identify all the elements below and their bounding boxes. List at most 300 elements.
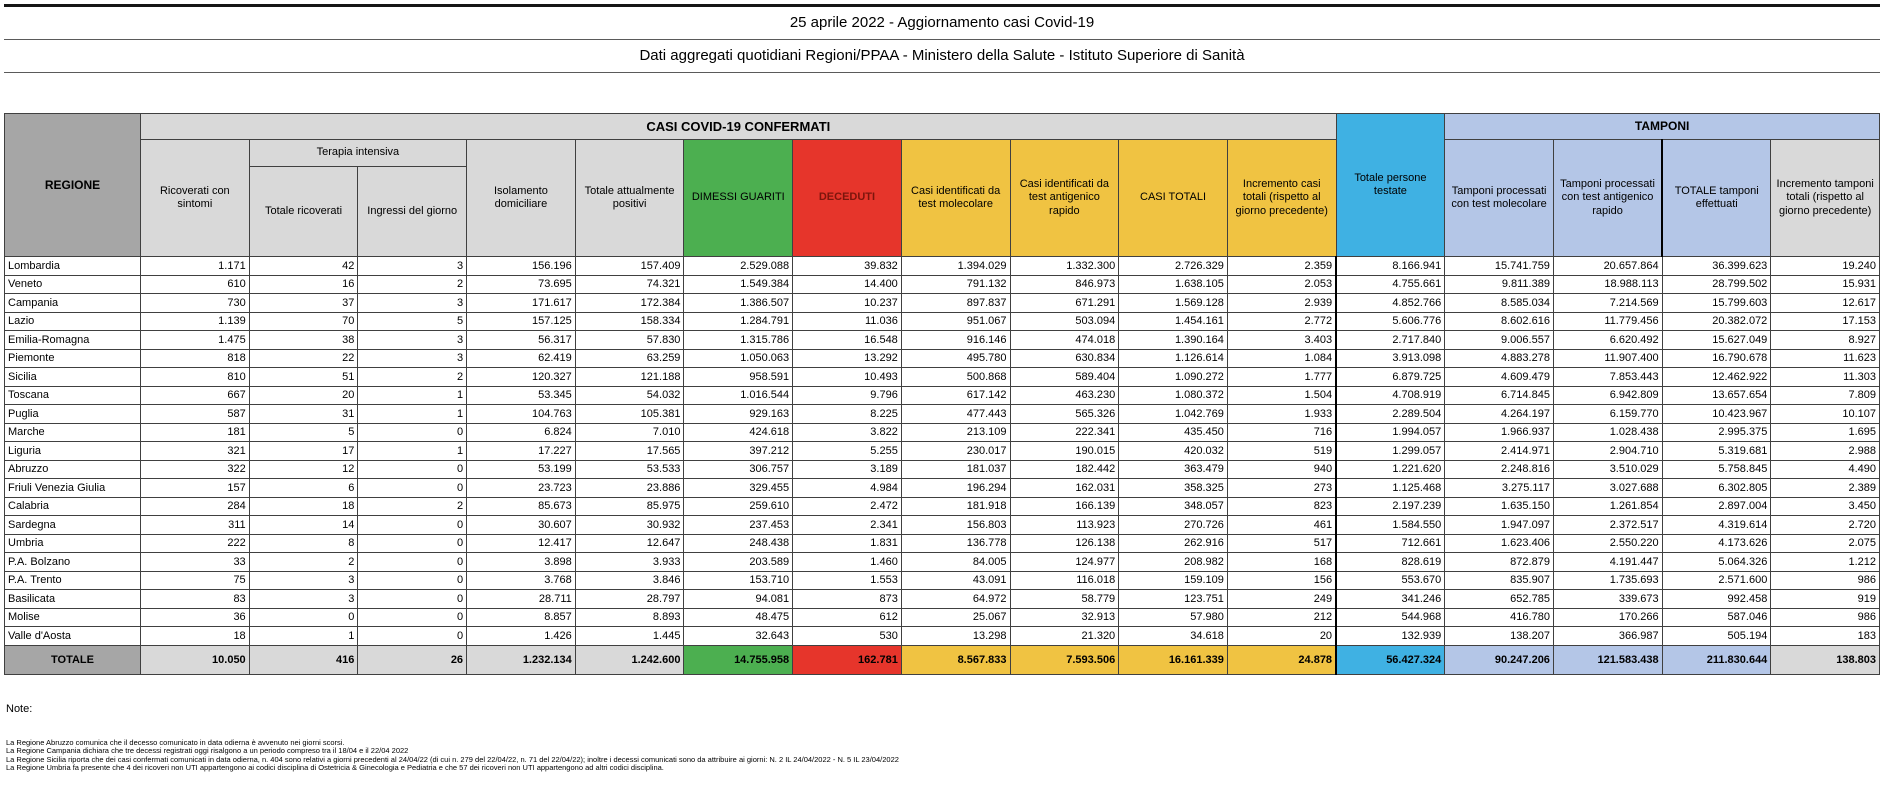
value-cell: 2 <box>358 368 467 387</box>
value-cell: 1.831 <box>793 534 902 553</box>
region-name: Basilicata <box>5 590 141 609</box>
value-cell: 519 <box>1227 442 1336 461</box>
table-row <box>5 368 1880 387</box>
value-cell: 39.832 <box>793 257 902 276</box>
value-cell: 8 <box>249 534 358 553</box>
value-cell: 1.460 <box>793 553 902 572</box>
value-cell: 3 <box>358 294 467 313</box>
value-cell: 435.450 <box>1119 423 1228 442</box>
value-cell: 1.695 <box>1771 423 1880 442</box>
value-cell: 171.617 <box>467 294 576 313</box>
value-cell: 166.139 <box>1010 497 1119 516</box>
value-cell: 311 <box>141 516 250 535</box>
value-cell: 5.758.845 <box>1662 460 1771 479</box>
value-cell: 3.822 <box>793 423 902 442</box>
value-cell: 958.591 <box>684 368 793 387</box>
region-name: Veneto <box>5 275 141 294</box>
table-row <box>5 497 1880 516</box>
value-cell: 671.291 <box>1010 294 1119 313</box>
value-cell: 652.785 <box>1445 590 1554 609</box>
value-cell: 329.455 <box>684 479 793 498</box>
value-cell: 1.504 <box>1227 386 1336 405</box>
value-cell: 2.372.517 <box>1553 516 1662 535</box>
value-cell: 17.565 <box>575 442 684 461</box>
value-cell: 348.057 <box>1119 497 1228 516</box>
value-cell: 70 <box>249 312 358 331</box>
value-cell: 1.261.854 <box>1553 497 1662 516</box>
value-cell: 0 <box>249 608 358 627</box>
column-header-isolamento-domiciliare: Isolamento domiciliare <box>467 140 576 257</box>
value-cell: 4.755.661 <box>1336 275 1445 294</box>
group-header-terapia-intensiva: Terapia intensiva <box>249 140 466 167</box>
value-cell: 4.490 <box>1771 460 1880 479</box>
value-cell: 19.240 <box>1771 257 1880 276</box>
value-cell: 2.772 <box>1227 312 1336 331</box>
value-cell: 1.042.769 <box>1119 405 1228 424</box>
value-cell: 73.695 <box>467 275 576 294</box>
value-cell: 1 <box>358 386 467 405</box>
value-cell: 617.142 <box>901 386 1010 405</box>
value-cell: 16 <box>249 275 358 294</box>
value-cell: 2.726.329 <box>1119 257 1228 276</box>
column-header-tamponi-antigenico: Tamponi processati con test antigenico rapido <box>1553 140 1662 257</box>
value-cell: 823 <box>1227 497 1336 516</box>
value-cell: 420.032 <box>1119 442 1228 461</box>
total-label: TOTALE <box>5 645 141 674</box>
value-cell: 0 <box>358 534 467 553</box>
value-cell: 828.619 <box>1336 553 1445 572</box>
value-cell: 3.403 <box>1227 331 1336 350</box>
value-cell: 196.294 <box>901 479 1010 498</box>
value-cell: 53.199 <box>467 460 576 479</box>
column-header-ti-ingressi-giorno: Ingressi del giorno <box>358 167 467 257</box>
column-header-casi-totali: CASI TOTALI <box>1119 140 1228 257</box>
value-cell: 1.212 <box>1771 553 1880 572</box>
value-cell: 172.384 <box>575 294 684 313</box>
column-header-ricoverati-con-sintomi: Ricoverati con sintomi <box>141 140 250 257</box>
value-cell: 1 <box>249 627 358 646</box>
table-row <box>5 516 1880 535</box>
value-cell: 181.918 <box>901 497 1010 516</box>
value-cell: 156.196 <box>467 257 576 276</box>
value-cell: 630.834 <box>1010 349 1119 368</box>
group-header-tamponi: TAMPONI <box>1445 114 1880 140</box>
value-cell: 75 <box>141 571 250 590</box>
value-cell: 12.617 <box>1771 294 1880 313</box>
value-cell: 4.984 <box>793 479 902 498</box>
value-cell: 6.942.809 <box>1553 386 1662 405</box>
table-row <box>5 534 1880 553</box>
value-cell: 21.320 <box>1010 627 1119 646</box>
value-cell: 339.673 <box>1553 590 1662 609</box>
value-cell: 58.779 <box>1010 590 1119 609</box>
value-cell: 85.975 <box>575 497 684 516</box>
value-cell: 3.027.688 <box>1553 479 1662 498</box>
value-cell: 2.988 <box>1771 442 1880 461</box>
value-cell: 2 <box>249 553 358 572</box>
value-cell: 162.031 <box>1010 479 1119 498</box>
value-cell: 1.553 <box>793 571 902 590</box>
value-cell: 1.080.372 <box>1119 386 1228 405</box>
table-row <box>5 312 1880 331</box>
value-cell: 2.571.600 <box>1662 571 1771 590</box>
value-cell: 610 <box>141 275 250 294</box>
value-cell: 30.607 <box>467 516 576 535</box>
value-cell: 6.620.492 <box>1553 331 1662 350</box>
value-cell: 53.533 <box>575 460 684 479</box>
value-cell: 929.163 <box>684 405 793 424</box>
total-tamponi-antigenico: 121.583.438 <box>1553 645 1662 674</box>
value-cell: 1.390.164 <box>1119 331 1228 350</box>
total-ricoverati: 10.050 <box>141 645 250 674</box>
region-name: Molise <box>5 608 141 627</box>
region-name: Emilia-Romagna <box>5 331 141 350</box>
column-header-persone-testate: Totale persone testate <box>1336 114 1445 257</box>
region-name: Piemonte <box>5 349 141 368</box>
value-cell: 1.221.620 <box>1336 460 1445 479</box>
value-cell: 3.913.098 <box>1336 349 1445 368</box>
value-cell: 1.050.063 <box>684 349 793 368</box>
value-cell: 10.237 <box>793 294 902 313</box>
table-row <box>5 627 1880 646</box>
value-cell: 259.610 <box>684 497 793 516</box>
value-cell: 363.479 <box>1119 460 1228 479</box>
value-cell: 940 <box>1227 460 1336 479</box>
value-cell: 20 <box>1227 627 1336 646</box>
value-cell: 589.404 <box>1010 368 1119 387</box>
value-cell: 6.879.725 <box>1336 368 1445 387</box>
total-totale-tamponi: 211.830.644 <box>1662 645 1771 674</box>
table-row <box>5 479 1880 498</box>
notes-lines <box>6 739 1884 773</box>
region-name: Campania <box>5 294 141 313</box>
value-cell: 17.153 <box>1771 312 1880 331</box>
group-header-casi-confermati: CASI COVID-19 CONFERMATI <box>141 114 1337 140</box>
total-incremento-tamponi: 138.803 <box>1771 645 1880 674</box>
value-cell: 262.916 <box>1119 534 1228 553</box>
value-cell: 6.302.805 <box>1662 479 1771 498</box>
value-cell: 505.194 <box>1662 627 1771 646</box>
value-cell: 4.264.197 <box>1445 405 1554 424</box>
value-cell: 544.968 <box>1336 608 1445 627</box>
value-cell: 1.966.937 <box>1445 423 1554 442</box>
value-cell: 8.225 <box>793 405 902 424</box>
value-cell: 358.325 <box>1119 479 1228 498</box>
value-cell: 1.638.105 <box>1119 275 1228 294</box>
value-cell: 587.046 <box>1662 608 1771 627</box>
value-cell: 587 <box>141 405 250 424</box>
value-cell: 10.107 <box>1771 405 1880 424</box>
value-cell: 7.010 <box>575 423 684 442</box>
value-cell: 11.779.456 <box>1553 312 1662 331</box>
value-cell: 53.345 <box>467 386 576 405</box>
value-cell: 16.790.678 <box>1662 349 1771 368</box>
value-cell: 33 <box>141 553 250 572</box>
table-header <box>5 114 1880 257</box>
value-cell: 397.212 <box>684 442 793 461</box>
value-cell: 43.091 <box>901 571 1010 590</box>
column-header-incremento-tamponi: Incremento tamponi totali (rispetto al giorno precedente) <box>1771 140 1880 257</box>
value-cell: 872.879 <box>1445 553 1554 572</box>
value-cell: 2.472 <box>793 497 902 516</box>
value-cell: 1.126.614 <box>1119 349 1228 368</box>
value-cell: 3.846 <box>575 571 684 590</box>
value-cell: 168 <box>1227 553 1336 572</box>
total-deceduti: 162.781 <box>793 645 902 674</box>
value-cell: 18 <box>141 627 250 646</box>
column-header-casi-test-antigenico: Casi identificati da test antigenico rapido <box>1010 140 1119 257</box>
table-row <box>5 590 1880 609</box>
value-cell: 716 <box>1227 423 1336 442</box>
value-cell: 62.419 <box>467 349 576 368</box>
value-cell: 3.933 <box>575 553 684 572</box>
value-cell: 10.493 <box>793 368 902 387</box>
note-line: La Regione Campania dichiara che tre decessi registrati oggi risalgono a un periodo compreso tra il 18/04 e il 22/04 2022 <box>6 746 409 756</box>
value-cell: 986 <box>1771 571 1880 590</box>
value-cell: 416.780 <box>1445 608 1554 627</box>
value-cell: 190.015 <box>1010 442 1119 461</box>
value-cell: 13.657.654 <box>1662 386 1771 405</box>
value-cell: 8.927 <box>1771 331 1880 350</box>
value-cell: 1.315.786 <box>684 331 793 350</box>
value-cell: 57.980 <box>1119 608 1228 627</box>
region-name: P.A. Bolzano <box>5 553 141 572</box>
value-cell: 249 <box>1227 590 1336 609</box>
value-cell: 23.723 <box>467 479 576 498</box>
value-cell: 32.643 <box>684 627 793 646</box>
value-cell: 818 <box>141 349 250 368</box>
value-cell: 1.090.272 <box>1119 368 1228 387</box>
value-cell: 2.197.239 <box>1336 497 1445 516</box>
value-cell: 14.400 <box>793 275 902 294</box>
total-ti-ricoverati: 416 <box>249 645 358 674</box>
value-cell: 113.923 <box>1010 516 1119 535</box>
value-cell: 3.450 <box>1771 497 1880 516</box>
value-cell: 5.319.681 <box>1662 442 1771 461</box>
value-cell: 322 <box>141 460 250 479</box>
table-row <box>5 571 1880 590</box>
value-cell: 20.657.864 <box>1553 257 1662 276</box>
total-casi-molecolare: 8.567.833 <box>901 645 1010 674</box>
value-cell: 2.053 <box>1227 275 1336 294</box>
value-cell: 42 <box>249 257 358 276</box>
value-cell: 3.898 <box>467 553 576 572</box>
value-cell: 366.987 <box>1553 627 1662 646</box>
value-cell: 992.458 <box>1662 590 1771 609</box>
value-cell: 2.939 <box>1227 294 1336 313</box>
value-cell: 612 <box>793 608 902 627</box>
column-header-tamponi-molecolare: Tamponi processati con test molecolare <box>1445 140 1554 257</box>
value-cell: 5 <box>249 423 358 442</box>
value-cell: 1.475 <box>141 331 250 350</box>
value-cell: 123.751 <box>1119 590 1228 609</box>
column-header-incremento-casi: Incremento casi totali (rispetto al giorno precedente) <box>1227 140 1336 257</box>
value-cell: 158.334 <box>575 312 684 331</box>
value-cell: 4.883.278 <box>1445 349 1554 368</box>
table-row <box>5 423 1880 442</box>
value-cell: 48.475 <box>684 608 793 627</box>
table-row <box>5 349 1880 368</box>
value-cell: 94.081 <box>684 590 793 609</box>
value-cell: 1.139 <box>141 312 250 331</box>
value-cell: 159.109 <box>1119 571 1228 590</box>
total-persone-testate: 56.427.324 <box>1336 645 1445 674</box>
value-cell: 51 <box>249 368 358 387</box>
value-cell: 83 <box>141 590 250 609</box>
value-cell: 0 <box>358 479 467 498</box>
value-cell: 424.618 <box>684 423 793 442</box>
value-cell: 2.075 <box>1771 534 1880 553</box>
value-cell: 4.319.614 <box>1662 516 1771 535</box>
value-cell: 0 <box>358 590 467 609</box>
value-cell: 1.299.057 <box>1336 442 1445 461</box>
value-cell: 63.259 <box>575 349 684 368</box>
covid-data-table <box>4 113 1880 675</box>
value-cell: 15.931 <box>1771 275 1880 294</box>
value-cell: 36 <box>141 608 250 627</box>
value-cell: 15.627.049 <box>1662 331 1771 350</box>
value-cell: 74.321 <box>575 275 684 294</box>
value-cell: 153.710 <box>684 571 793 590</box>
value-cell: 38 <box>249 331 358 350</box>
table-row <box>5 608 1880 627</box>
region-name: Sardegna <box>5 516 141 535</box>
note-line: La Regione Abruzzo comunica che il decesso comunicato in data odierna è avvenuto nei giorni scorsi. <box>6 737 345 747</box>
value-cell: 11.907.400 <box>1553 349 1662 368</box>
value-cell: 1.635.150 <box>1445 497 1554 516</box>
value-cell: 474.018 <box>1010 331 1119 350</box>
value-cell: 2.720 <box>1771 516 1880 535</box>
total-isolamento: 1.232.134 <box>467 645 576 674</box>
value-cell: 270.726 <box>1119 516 1228 535</box>
region-name: Friuli Venezia Giulia <box>5 479 141 498</box>
value-cell: 212 <box>1227 608 1336 627</box>
value-cell: 25.067 <box>901 608 1010 627</box>
value-cell: 6.714.845 <box>1445 386 1554 405</box>
value-cell: 341.246 <box>1336 590 1445 609</box>
value-cell: 18 <box>249 497 358 516</box>
total-casi-totali: 16.161.339 <box>1119 645 1228 674</box>
value-cell: 54.032 <box>575 386 684 405</box>
value-cell: 730 <box>141 294 250 313</box>
value-cell: 7.214.569 <box>1553 294 1662 313</box>
value-cell: 57.830 <box>575 331 684 350</box>
value-cell: 1.445 <box>575 627 684 646</box>
value-cell: 0 <box>358 553 467 572</box>
value-cell: 17 <box>249 442 358 461</box>
value-cell: 2.529.088 <box>684 257 793 276</box>
region-name: Valle d'Aosta <box>5 627 141 646</box>
region-name: Lazio <box>5 312 141 331</box>
value-cell: 1.777 <box>1227 368 1336 387</box>
column-header-totale-tamponi: TOTALE tamponi effettuati <box>1662 140 1771 257</box>
value-cell: 1.933 <box>1227 405 1336 424</box>
value-cell: 2 <box>358 497 467 516</box>
table-body <box>5 257 1880 646</box>
column-header-regione: REGIONE <box>5 114 141 257</box>
value-cell: 2.995.375 <box>1662 423 1771 442</box>
value-cell: 1.084 <box>1227 349 1336 368</box>
value-cell: 248.438 <box>684 534 793 553</box>
total-ti-ingressi: 26 <box>358 645 467 674</box>
value-cell: 1.125.468 <box>1336 479 1445 498</box>
value-cell: 5.255 <box>793 442 902 461</box>
value-cell: 1 <box>358 442 467 461</box>
value-cell: 203.589 <box>684 553 793 572</box>
value-cell: 12.647 <box>575 534 684 553</box>
value-cell: 5.064.326 <box>1662 553 1771 572</box>
value-cell: 1.623.406 <box>1445 534 1554 553</box>
value-cell: 213.109 <box>901 423 1010 442</box>
value-cell: 530 <box>793 627 902 646</box>
value-cell: 121.188 <box>575 368 684 387</box>
value-cell: 10.423.967 <box>1662 405 1771 424</box>
value-cell: 30.932 <box>575 516 684 535</box>
value-cell: 565.326 <box>1010 405 1119 424</box>
value-cell: 1.994.057 <box>1336 423 1445 442</box>
total-dimessi-guariti: 14.755.958 <box>684 645 793 674</box>
value-cell: 0 <box>358 571 467 590</box>
value-cell: 306.757 <box>684 460 793 479</box>
value-cell: 120.327 <box>467 368 576 387</box>
value-cell: 986 <box>1771 608 1880 627</box>
value-cell: 2.289.504 <box>1336 405 1445 424</box>
value-cell: 500.868 <box>901 368 1010 387</box>
region-name: Lombardia <box>5 257 141 276</box>
table-row <box>5 460 1880 479</box>
value-cell: 2.341 <box>793 516 902 535</box>
region-name: Sicilia <box>5 368 141 387</box>
total-casi-antigenico: 7.593.506 <box>1010 645 1119 674</box>
value-cell: 873 <box>793 590 902 609</box>
value-cell: 667 <box>141 386 250 405</box>
title-block <box>4 4 1880 73</box>
value-cell: 13.292 <box>793 349 902 368</box>
notes-title: Note: <box>6 702 33 715</box>
column-header-ti-totale-ricoverati: Totale ricoverati <box>249 167 358 257</box>
column-header-deceduti: DECEDUTI <box>793 140 902 257</box>
region-name: Liguria <box>5 442 141 461</box>
value-cell: 28.799.502 <box>1662 275 1771 294</box>
value-cell: 273 <box>1227 479 1336 498</box>
value-cell: 181.037 <box>901 460 1010 479</box>
covid-bulletin-page <box>0 4 1884 812</box>
value-cell: 157.409 <box>575 257 684 276</box>
value-cell: 8.893 <box>575 608 684 627</box>
total-tamponi-molecolare: 90.247.206 <box>1445 645 1554 674</box>
total-row <box>5 645 1880 674</box>
value-cell: 712.661 <box>1336 534 1445 553</box>
value-cell: 34.618 <box>1119 627 1228 646</box>
value-cell: 4.708.919 <box>1336 386 1445 405</box>
value-cell: 11.036 <box>793 312 902 331</box>
value-cell: 2.717.840 <box>1336 331 1445 350</box>
value-cell: 6.824 <box>467 423 576 442</box>
value-cell: 2.904.710 <box>1553 442 1662 461</box>
value-cell: 132.939 <box>1336 627 1445 646</box>
value-cell: 32.913 <box>1010 608 1119 627</box>
value-cell: 6.159.770 <box>1553 405 1662 424</box>
value-cell: 3 <box>249 590 358 609</box>
region-name: Umbria <box>5 534 141 553</box>
value-cell: 1.947.097 <box>1445 516 1554 535</box>
value-cell: 20.382.072 <box>1662 312 1771 331</box>
note-line: La Regione Sicilia riporta che dei casi confermati comunicati in data odierna, n. 404 sono relativi a giorni precedenti al 24/04/22 (di cui n. 279 del 22/04/22, n. 71 del 22/04/22); inoltre i decessi comunicati sono da attribuire ai giorni: N. 2 IL 24/04/2022 - N. 5 IL 23/04/2022 <box>6 754 899 764</box>
page-title: 25 aprile 2022 - Aggiornamento casi Covid-19 <box>4 7 1880 40</box>
value-cell: 14 <box>249 516 358 535</box>
region-name: Calabria <box>5 497 141 516</box>
value-cell: 15.741.759 <box>1445 257 1554 276</box>
